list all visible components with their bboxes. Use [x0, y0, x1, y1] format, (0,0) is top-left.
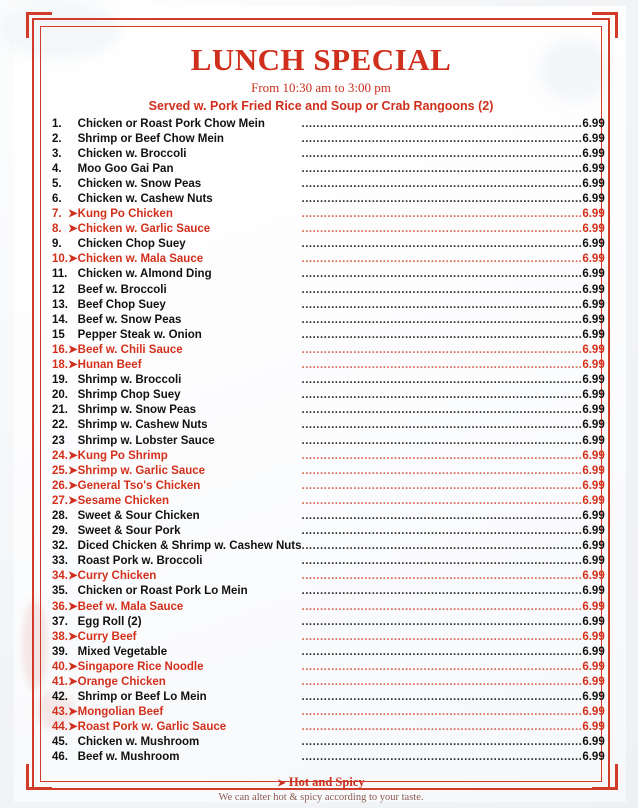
- leader-dots: ............................................................................: [301, 585, 583, 598]
- menu-item-price: 6.99: [582, 525, 605, 538]
- menu-item-name: Singapore Rice Noodle: [77, 660, 204, 673]
- spicy-spacer: [68, 237, 78, 252]
- leader-dots: ............................................................................: [301, 223, 583, 236]
- menu-content: [52, 34, 605, 803]
- leader-dots: ............................................................................: [301, 555, 583, 568]
- menu-item-name: Kung Po Chicken: [77, 208, 173, 221]
- menu-item-name: Chicken or Roast Pork Lo Mein: [77, 585, 248, 598]
- chili-pepper-icon: ➤: [68, 479, 78, 492]
- menu-item-name: Shrimp w. Snow Peas: [77, 404, 197, 417]
- menu-item-row: [52, 207, 605, 222]
- menu-item-number: 11.: [52, 268, 68, 281]
- menu-item-number: 16.: [52, 343, 68, 356]
- menu-item-row: [52, 449, 605, 464]
- spicy-spacer: [68, 615, 78, 630]
- spicy-spacer: [68, 403, 78, 418]
- page-title: LUNCH SPECIAL: [190, 42, 452, 77]
- menu-item-price: 6.99: [582, 434, 605, 447]
- menu-item-number: 1.: [52, 117, 62, 130]
- menu-item-price: 6.99: [582, 660, 605, 673]
- chili-pepper-icon: ➤: [68, 208, 78, 221]
- leader-dots: ............................................................................: [301, 162, 583, 175]
- menu-item-row: [52, 267, 605, 282]
- leader-dots: ............................................................................: [301, 494, 583, 507]
- menu-item-row: [52, 403, 605, 418]
- menu-footer: [52, 775, 590, 803]
- chili-pepper-icon: ➤: [68, 676, 78, 689]
- leader-dots: ............................................................................: [301, 147, 583, 160]
- menu-item-row: [52, 494, 605, 509]
- menu-item-row: [52, 509, 605, 524]
- chili-pepper-icon: ➤: [68, 570, 78, 583]
- menu-item-number: 3.: [52, 147, 62, 160]
- menu-item-price: 6.99: [582, 374, 605, 387]
- menu-item-price: 6.99: [582, 208, 605, 221]
- menu-item-number: 41.: [52, 676, 68, 689]
- menu-item-name: Mongolian Beef: [77, 706, 164, 719]
- spicy-spacer: [68, 645, 78, 660]
- menu-item-name: Beef w. Chili Sauce: [77, 343, 183, 356]
- hot-and-spicy-label: Hot and Spicy: [288, 774, 365, 789]
- spicy-spacer: [68, 192, 78, 207]
- menu-item-row: [52, 313, 605, 328]
- menu-item-price: 6.99: [582, 132, 605, 145]
- menu-item-row: [52, 132, 605, 147]
- menu-item-number: 39.: [52, 645, 68, 658]
- menu-item-number: 27.: [52, 494, 68, 507]
- menu-item-name: Diced Chicken & Shrimp w. Cashew Nuts: [77, 540, 302, 553]
- menu-item-price: 6.99: [582, 449, 605, 462]
- leader-dots: ............................................................................: [301, 253, 583, 266]
- served-with-note: Served w. Pork Fried Rice and Soup or Crab Rangoons (2): [148, 98, 494, 113]
- menu-item-row: [52, 418, 605, 433]
- menu-item-row: [52, 147, 605, 162]
- menu-item-number: 6.: [52, 193, 62, 206]
- leader-dots: ............................................................................: [301, 389, 583, 402]
- menu-item-name: Curry Beef: [77, 630, 137, 643]
- corner-ornament-bottom-right: [592, 764, 618, 790]
- menu-item-number: 19.: [52, 374, 68, 387]
- service-hours: From 10:30 am to 3:00 pm: [251, 79, 391, 95]
- menu-item-row: [52, 630, 605, 645]
- menu-item-row: [52, 690, 605, 705]
- leader-dots: ............................................................................: [301, 615, 583, 628]
- chili-pepper-icon: ➤: [68, 600, 78, 613]
- menu-item-number: 43.: [52, 706, 68, 719]
- menu-item-number: 14.: [52, 313, 68, 326]
- menu-item-name: Egg Roll (2): [77, 615, 142, 628]
- spicy-spacer: [68, 283, 78, 298]
- menu-item-number: 40.: [52, 660, 68, 673]
- menu-items-table: [52, 117, 605, 766]
- menu-item-name: Sweet & Sour Chicken: [77, 509, 200, 522]
- spicy-spacer: [68, 298, 78, 313]
- menu-item-number: 9.: [52, 238, 62, 251]
- menu-item-name: Shrimp or Beef Lo Mein: [77, 691, 207, 704]
- chili-pepper-icon: ➤: [68, 223, 78, 236]
- menu-item-price: 6.99: [582, 630, 605, 643]
- spicy-spacer: [68, 373, 78, 388]
- menu-item-row: [52, 600, 605, 615]
- menu-item-name: Kung Po Shrimp: [77, 449, 168, 462]
- menu-item-price: 6.99: [582, 570, 605, 583]
- leader-dots: ............................................................................: [301, 721, 583, 734]
- menu-item-name: Beef Chop Suey: [77, 298, 166, 311]
- spice-level-note: We can alter hot & spicy according to your taste.: [218, 791, 424, 803]
- menu-item-number: 34.: [52, 570, 68, 583]
- menu-item-row: [52, 358, 605, 373]
- leader-dots: ............................................................................: [301, 374, 583, 387]
- menu-item-name: Chicken w. Mala Sauce: [77, 253, 204, 266]
- menu-item-price: 6.99: [582, 147, 605, 160]
- menu-item-price: 6.99: [582, 691, 605, 704]
- menu-item-row: [52, 252, 605, 267]
- menu-item-name: Roast Pork w. Broccoli: [77, 555, 203, 568]
- chili-pepper-icon: ➤: [68, 630, 78, 643]
- menu-item-number: 8.: [52, 223, 62, 236]
- menu-item-number: 38.: [52, 630, 68, 643]
- leader-dots: ............................................................................: [301, 434, 583, 447]
- menu-item-number: 32.: [52, 540, 68, 553]
- leader-dots: ............................................................................: [301, 751, 583, 764]
- menu-item-name: Orange Chicken: [77, 676, 166, 689]
- menu-item-price: 6.99: [582, 540, 605, 553]
- menu-item-row: [52, 192, 605, 207]
- menu-item-price: 6.99: [582, 419, 605, 432]
- menu-item-number: 45.: [52, 736, 68, 749]
- spicy-spacer: [68, 524, 78, 539]
- menu-item-name: Chicken w. Cashew Nuts: [77, 193, 213, 206]
- hot-and-spicy-legend: [52, 775, 590, 790]
- leader-dots: ............................................................................: [301, 464, 583, 477]
- menu-item-name: Chicken or Roast Pork Chow Mein: [77, 117, 265, 130]
- menu-item-row: [52, 705, 605, 720]
- menu-item-number: 25.: [52, 464, 68, 477]
- leader-dots: ............................................................................: [301, 298, 583, 311]
- menu-item-row: [52, 328, 605, 343]
- spicy-spacer: [68, 147, 78, 162]
- menu-item-name: Mixed Vegetable: [77, 645, 168, 658]
- menu-item-price: 6.99: [582, 283, 605, 296]
- chili-pepper-icon: ➤: [68, 359, 78, 372]
- menu-item-price: 6.99: [582, 389, 605, 402]
- menu-item-price: 6.99: [582, 162, 605, 175]
- menu-item-row: [52, 388, 605, 403]
- menu-item-price: 6.99: [582, 313, 605, 326]
- menu-item-name: Hunan Beef: [77, 359, 142, 372]
- menu-item-price: 6.99: [582, 585, 605, 598]
- chili-pepper-icon: ➤: [68, 253, 78, 266]
- leader-dots: ............................................................................: [301, 208, 583, 221]
- menu-item-price: 6.99: [582, 223, 605, 236]
- menu-item-number: 44.: [52, 721, 68, 734]
- leader-dots: ............................................................................: [301, 193, 583, 206]
- menu-item-price: 6.99: [582, 464, 605, 477]
- menu-item-row: [52, 464, 605, 479]
- menu-item-price: 6.99: [582, 479, 605, 492]
- chili-pepper-icon: ➤: [277, 777, 286, 789]
- menu-item-row: [52, 554, 605, 569]
- menu-item-row: [52, 479, 605, 494]
- leader-dots: ............................................................................: [301, 359, 583, 372]
- menu-item-name: Chicken w. Almond Ding: [77, 268, 212, 281]
- menu-item-price: 6.99: [582, 509, 605, 522]
- leader-dots: ............................................................................: [301, 177, 583, 190]
- leader-dots: ............................................................................: [301, 479, 583, 492]
- menu-item-price: 6.99: [582, 404, 605, 417]
- leader-dots: ............................................................................: [301, 117, 583, 130]
- menu-item-number: 26.: [52, 479, 68, 492]
- menu-item-name: Shrimp w. Lobster Sauce: [77, 434, 215, 447]
- leader-dots: ............................................................................: [301, 570, 583, 583]
- menu-item-number: 5.: [52, 177, 62, 190]
- spicy-spacer: [68, 690, 78, 705]
- menu-item-number: 12: [52, 283, 65, 296]
- menu-item-name: Pepper Steak w. Onion: [77, 328, 202, 341]
- corner-ornament-top-left: [26, 12, 52, 38]
- menu-item-price: 6.99: [582, 736, 605, 749]
- menu-item-price: 6.99: [582, 615, 605, 628]
- leader-dots: ............................................................................: [301, 419, 583, 432]
- menu-item-number: 37.: [52, 615, 68, 628]
- menu-item-row: [52, 373, 605, 388]
- leader-dots: ............................................................................: [301, 630, 583, 643]
- menu-item-row: [52, 237, 605, 252]
- menu-item-name: Beef w. Snow Peas: [77, 313, 182, 326]
- menu-item-row: [52, 660, 605, 675]
- menu-item-name: General Tso's Chicken: [77, 479, 201, 492]
- menu-item-name: Chicken w. Mushroom: [77, 736, 200, 749]
- spicy-spacer: [68, 584, 78, 599]
- menu-item-price: 6.99: [582, 193, 605, 206]
- chili-pepper-icon: ➤: [68, 449, 78, 462]
- menu-item-number: 10.: [52, 253, 68, 266]
- menu-item-price: 6.99: [582, 494, 605, 507]
- leader-dots: ............................................................................: [301, 132, 583, 145]
- menu-item-row: [52, 720, 605, 735]
- leader-dots: ............................................................................: [301, 404, 583, 417]
- menu-item-name: Moo Goo Gai Pan: [77, 162, 174, 175]
- menu-item-number: 13.: [52, 298, 68, 311]
- leader-dots: ............................................................................: [301, 268, 583, 281]
- menu-item-name: Beef w. Mala Sauce: [77, 600, 184, 613]
- menu-item-row: [52, 298, 605, 313]
- menu-item-row: [52, 539, 605, 554]
- leader-dots: ............................................................................: [301, 660, 583, 673]
- chili-pepper-icon: ➤: [68, 343, 78, 356]
- spicy-spacer: [68, 554, 78, 569]
- menu-item-price: 6.99: [582, 359, 605, 372]
- leader-dots: ............................................................................: [301, 449, 583, 462]
- menu-item-number: 33.: [52, 555, 68, 568]
- menu-item-number: 22.: [52, 419, 68, 432]
- spicy-spacer: [68, 750, 78, 765]
- menu-item-price: 6.99: [582, 721, 605, 734]
- menu-item-name: Shrimp w. Broccoli: [77, 374, 182, 387]
- spicy-spacer: [68, 328, 78, 343]
- menu-item-row: [52, 283, 605, 298]
- menu-item-name: Chicken Chop Suey: [77, 238, 186, 251]
- spicy-spacer: [68, 509, 78, 524]
- menu-item-number: 4.: [52, 162, 62, 175]
- menu-item-price: 6.99: [582, 177, 605, 190]
- spicy-spacer: [68, 132, 78, 147]
- spicy-spacer: [68, 735, 78, 750]
- menu-item-number: 24.: [52, 449, 68, 462]
- spicy-spacer: [68, 117, 78, 132]
- leader-dots: ............................................................................: [301, 691, 583, 704]
- menu-item-number: 42.: [52, 691, 68, 704]
- chili-pepper-icon: ➤: [68, 660, 78, 673]
- menu-item-price: 6.99: [582, 238, 605, 251]
- menu-item-number: 29.: [52, 525, 68, 538]
- menu-item-number: 2.: [52, 132, 62, 145]
- menu-item-number: 36.: [52, 600, 68, 613]
- menu-item-price: 6.99: [582, 328, 605, 341]
- leader-dots: ............................................................................: [301, 238, 583, 251]
- menu-item-number: 35.: [52, 585, 68, 598]
- menu-item-name: Chicken w. Garlic Sauce: [77, 223, 211, 236]
- menu-item-row: [52, 735, 605, 750]
- menu-item-price: 6.99: [582, 600, 605, 613]
- menu-item-number: 23: [52, 434, 65, 447]
- menu-item-row: [52, 524, 605, 539]
- menu-item-name: Sesame Chicken: [77, 494, 170, 507]
- menu-item-name: Shrimp w. Cashew Nuts: [77, 419, 208, 432]
- spicy-spacer: [68, 434, 78, 449]
- menu-item-row: [52, 117, 605, 132]
- menu-item-number: 20.: [52, 389, 68, 402]
- menu-item-row: [52, 162, 605, 177]
- menu-item-price: 6.99: [582, 298, 605, 311]
- chili-pepper-icon: ➤: [68, 706, 78, 719]
- spicy-spacer: [68, 267, 78, 282]
- chili-pepper-icon: ➤: [68, 494, 78, 507]
- menu-item-price: 6.99: [582, 645, 605, 658]
- menu-item-name: Chicken w. Broccoli: [77, 147, 187, 160]
- menu-item-row: [52, 645, 605, 660]
- menu-item-name: Shrimp w. Garlic Sauce: [77, 464, 206, 477]
- menu-item-number: 21.: [52, 404, 68, 417]
- menu-item-price: 6.99: [582, 555, 605, 568]
- menu-item-row: [52, 434, 605, 449]
- menu-item-row: [52, 675, 605, 690]
- menu-item-name: Beef w. Broccoli: [77, 283, 167, 296]
- leader-dots: ............................................................................: [301, 706, 583, 719]
- chili-pepper-icon: ➤: [68, 721, 78, 734]
- menu-item-number: 28.: [52, 509, 68, 522]
- leader-dots: ............................................................................: [301, 645, 583, 658]
- leader-dots: ............................................................................: [301, 736, 583, 749]
- menu-item-row: [52, 343, 605, 358]
- spicy-spacer: [68, 162, 78, 177]
- menu-item-price: 6.99: [582, 676, 605, 689]
- leader-dots: ............................................................................: [301, 600, 583, 613]
- leader-dots: ............................................................................: [301, 328, 583, 341]
- spicy-spacer: [68, 418, 78, 433]
- menu-item-price: 6.99: [582, 706, 605, 719]
- corner-ornament-bottom-left: [26, 764, 52, 790]
- leader-dots: ............................................................................: [301, 676, 583, 689]
- menu-item-name: Chicken w. Snow Peas: [77, 177, 202, 190]
- menu-item-name: Curry Chicken: [77, 570, 157, 583]
- menu-item-row: [52, 615, 605, 630]
- chili-pepper-icon: ➤: [68, 464, 78, 477]
- menu-item-number: 46.: [52, 751, 68, 764]
- spicy-spacer: [68, 177, 78, 192]
- leader-dots: ............................................................................: [301, 343, 583, 356]
- spicy-spacer: [68, 539, 78, 554]
- leader-dots: ............................................................................: [301, 525, 583, 538]
- menu-item-price: 6.99: [582, 253, 605, 266]
- menu-item-row: [52, 222, 605, 237]
- leader-dots: ............................................................................: [301, 283, 583, 296]
- spicy-spacer: [68, 388, 78, 403]
- leader-dots: ............................................................................: [301, 313, 583, 326]
- menu-item-price: 6.99: [582, 268, 605, 281]
- menu-item-row: [52, 177, 605, 192]
- menu-item-name: Shrimp Chop Suey: [77, 389, 181, 402]
- menu-item-row: [52, 569, 605, 584]
- menu-item-row: [52, 584, 605, 599]
- menu-item-name: Roast Pork w. Garlic Sauce: [77, 721, 227, 734]
- menu-item-number: 15: [52, 328, 65, 341]
- menu-item-number: 18.: [52, 359, 68, 372]
- menu-item-price: 6.99: [582, 751, 605, 764]
- leader-dots: ............................................................................: [301, 540, 583, 553]
- menu-item-number: 7.: [52, 208, 62, 221]
- leader-dots: ............................................................................: [301, 509, 583, 522]
- menu-item-price: 6.99: [582, 343, 605, 356]
- menu-item-name: Beef w. Mushroom: [77, 751, 180, 764]
- menu-item-row: [52, 750, 605, 765]
- spicy-spacer: [68, 313, 78, 328]
- menu-item-name: Sweet & Sour Pork: [77, 525, 181, 538]
- corner-ornament-top-right: [592, 12, 618, 38]
- menu-item-price: 6.99: [582, 117, 605, 130]
- menu-item-name: Shrimp or Beef Chow Mein: [77, 132, 224, 145]
